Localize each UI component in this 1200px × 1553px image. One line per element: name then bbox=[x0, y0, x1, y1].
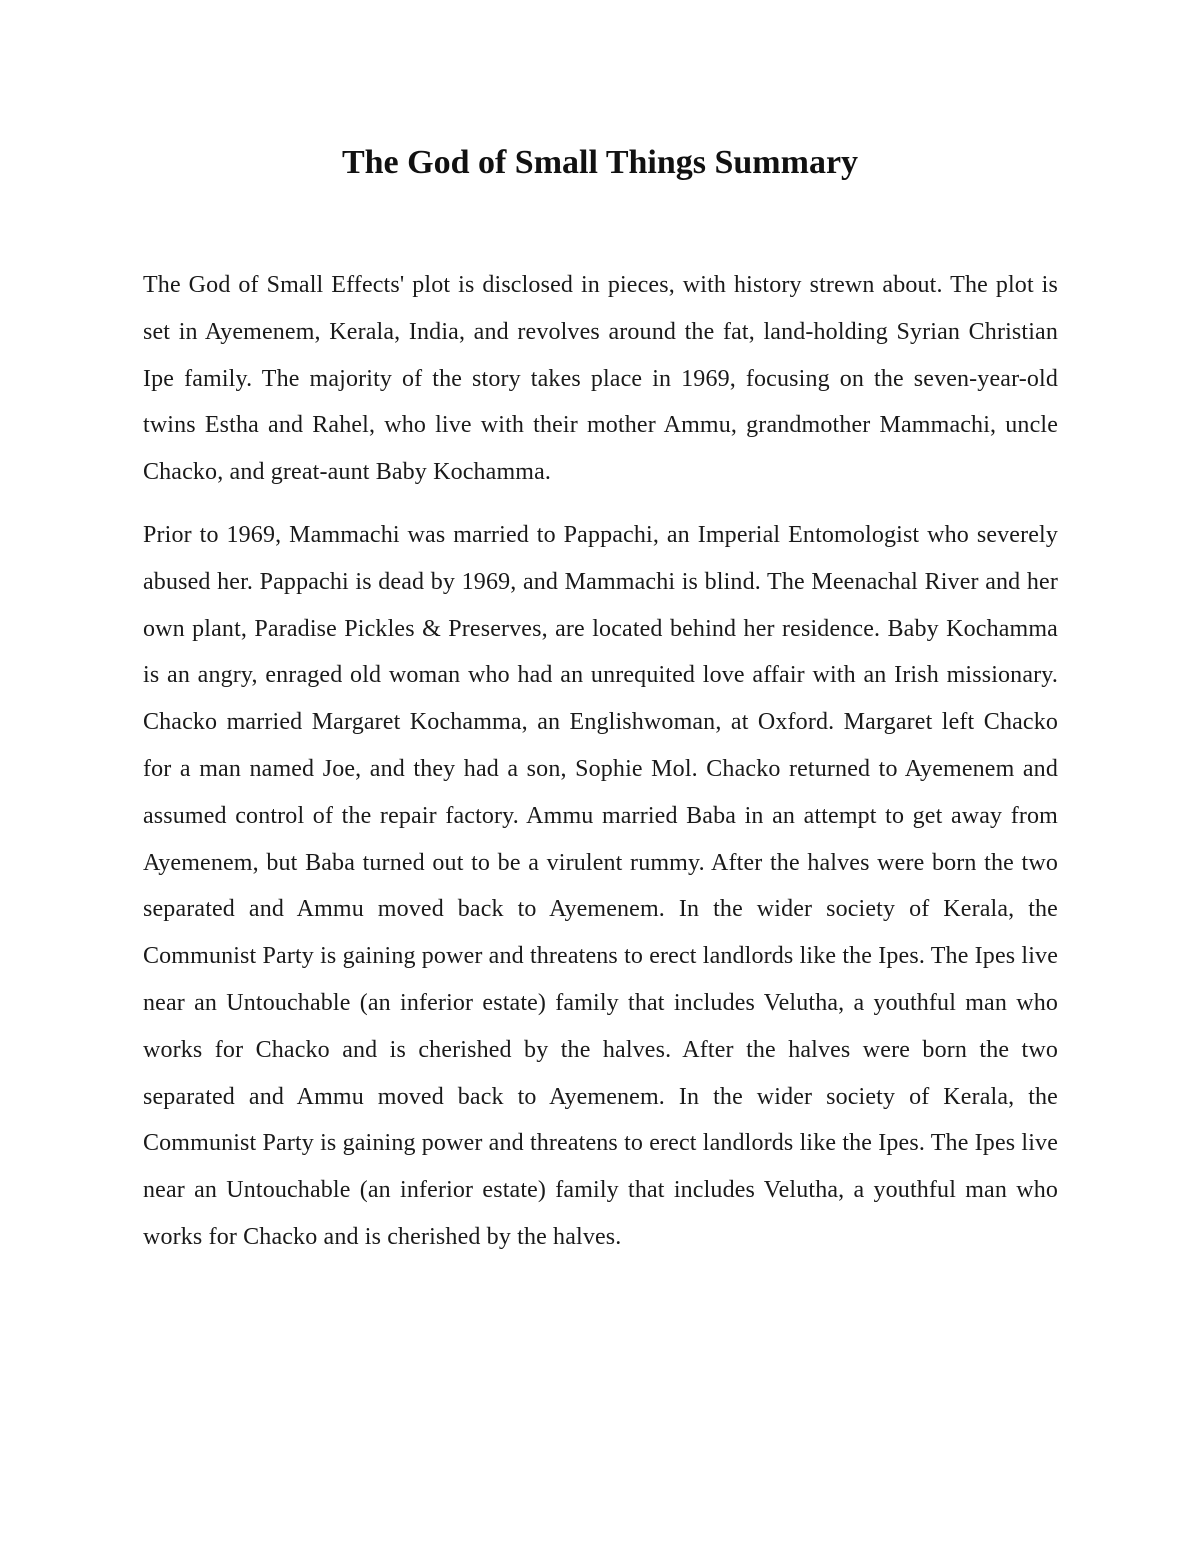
paragraph-background: Prior to 1969, Mammachi was married to Pappachi, an Imperial Entomologist who severely abused her. Pappachi is dead by 1969, and Mammachi is blind. The Meenachal River and her own plant, Paradise Pickles & Preserves, are located behind her residence. Baby Kochamma is an angry, enraged old woman who had an unrequited love affair with an Irish missionary. Chacko married Margaret Kochamma, an Englishwoman, at Oxford. Margaret left Chacko for a man named Joe, and they had a son, Sophie Mol. Chacko returned to Ayemenem and assumed control of the repair factory. Ammu married Baba in an attempt to get away from Ayemenem, but Baba turned out to be a virulent rummy. After the halves were born the two separated and Ammu moved back to Ayemenem. In the wider society of Kerala, the Communist Party is gaining power and threatens to erect landlords like the Ipes. The Ipes live near an Untouchable (an inferior estate) family that includes Velutha, a youthful man who works for Chacko and is cherished by the halves. After the halves were born the two separated and Ammu moved back to Ayemenem. In the wider society of Kerala, the Communist Party is gaining power and threatens to erect landlords like the Ipes. The Ipes live near an Untouchable (an inferior estate) family that includes Velutha, a youthful man who works for Chacko and is cherished by the halves. bbox=[143, 521, 1058, 1250]
document-title: The God of Small Things Summary bbox=[341, 144, 859, 181]
paragraph-intro: The God of Small Effects' plot is disclosed in pieces, with history strewn about. The plot is set in Ayemenem, Kerala, India, and revolves around the fat, land-holding Syrian Christian Ipe family. The majority of the story takes place in 1969, focusing on the seven-year-old twins Estha and Rahel, who live with their mother Ammu, grandmother Mammachi, uncle Chacko, and great-aunt Baby Kochamma. bbox=[143, 272, 1058, 486]
document-body bbox=[143, 262, 1058, 1261]
